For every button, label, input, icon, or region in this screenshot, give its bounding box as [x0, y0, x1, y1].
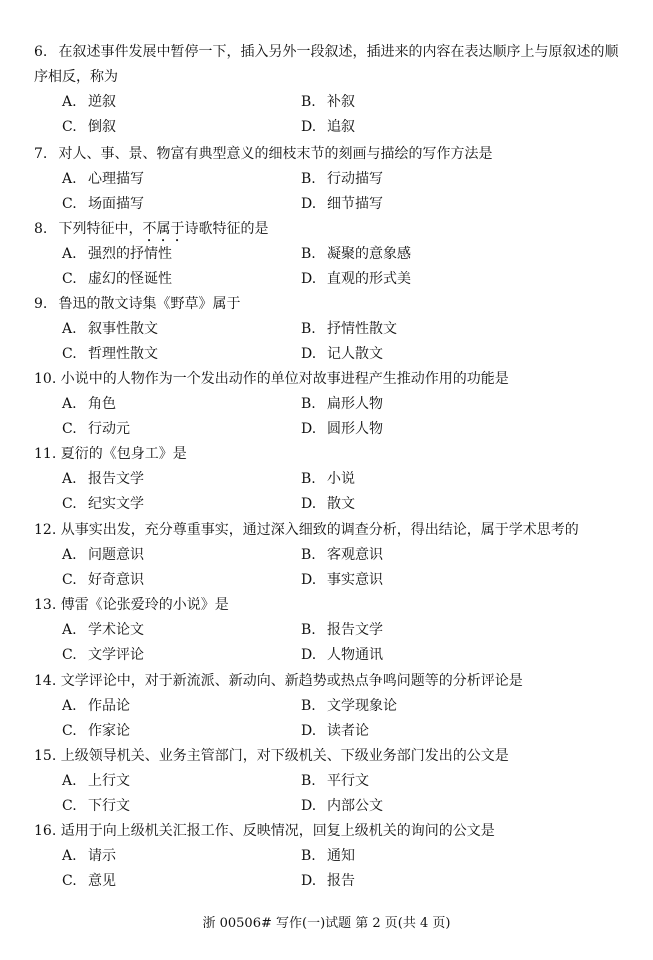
- option-key: D.: [301, 421, 317, 437]
- option-text: 文学评论: [88, 647, 144, 663]
- option-d: [301, 115, 355, 140]
- question-13: [34, 593, 626, 668]
- question-7: [34, 142, 626, 217]
- option-b: [301, 242, 411, 267]
- option-a: [62, 392, 116, 417]
- options: [34, 618, 626, 668]
- question-10: [34, 367, 626, 442]
- option-key: D.: [301, 119, 317, 135]
- question-stem: [34, 669, 626, 694]
- options: [34, 694, 626, 744]
- option-b: [301, 769, 369, 794]
- question-text: 适用于向上级机关汇报工作、反映情况，回复上级机关的询问的公文是: [60, 823, 495, 839]
- option-d: [301, 794, 383, 819]
- option-key: B.: [301, 698, 316, 714]
- question-8: [34, 217, 626, 292]
- option-text: 哲理性散文: [88, 346, 158, 362]
- option-key: D.: [301, 647, 317, 663]
- option-text: 人物通讯: [327, 647, 383, 663]
- question-9: [34, 292, 626, 367]
- option-key: C.: [62, 572, 77, 588]
- question-stem: [34, 142, 626, 167]
- option-text: 报告文学: [327, 622, 383, 638]
- option-text: 内部公文: [327, 798, 383, 814]
- option-text: 事实意识: [327, 572, 383, 588]
- option-c: [62, 719, 130, 744]
- question-stem: [34, 367, 626, 392]
- option-text: 文学现象论: [327, 698, 397, 714]
- question-12: [34, 518, 626, 593]
- question-stem: [34, 819, 626, 844]
- option-c: [62, 492, 144, 517]
- option-text: 客观意识: [327, 547, 383, 563]
- option-d: [301, 267, 411, 292]
- option-key: C.: [62, 496, 77, 512]
- option-key: D.: [301, 723, 317, 739]
- question-stem: [34, 217, 626, 242]
- option-text: 通知: [327, 848, 355, 864]
- option-text: 行动元: [88, 421, 130, 437]
- options: [34, 543, 626, 593]
- question-text: 文学评论中，对于新流派、新动向、新趋势或热点争鸣问题等的分析评论是: [60, 673, 523, 689]
- option-c: [62, 192, 144, 217]
- question-text: 从事实出发，充分尊重事实，通过深入细致的调查分析，得出结论，属于学术思考的: [60, 522, 579, 538]
- option-d: [301, 417, 383, 442]
- option-text: 请示: [88, 848, 116, 864]
- option-key: C.: [62, 421, 77, 437]
- option-text: 凝聚的意象感: [327, 246, 411, 262]
- option-key: B.: [301, 396, 316, 412]
- option-key: B.: [301, 773, 316, 789]
- question-text: 上级领导机关、业务主管部门，对下级机关、下级业务部门发出的公文是: [60, 748, 509, 764]
- option-key: C.: [62, 873, 77, 889]
- option-b: [301, 467, 355, 492]
- option-d: [301, 568, 383, 593]
- option-text: 读者论: [327, 723, 369, 739]
- option-d: [301, 869, 355, 894]
- option-key: A.: [62, 547, 77, 563]
- question-text: 傅雷《论张爱玲的小说》是: [60, 597, 229, 613]
- option-key: A.: [62, 622, 77, 638]
- option-text: 报告文学: [88, 471, 144, 487]
- question-number: 7.: [34, 146, 48, 162]
- option-a: [62, 618, 144, 643]
- option-key: D.: [301, 798, 317, 814]
- option-text: 小说: [327, 471, 355, 487]
- option-d: [301, 192, 383, 217]
- option-key: D.: [301, 873, 317, 889]
- option-key: C.: [62, 119, 77, 135]
- options: [34, 242, 626, 292]
- option-text: 补叙: [327, 94, 355, 110]
- question-6: [34, 40, 626, 140]
- option-text: 倒叙: [88, 119, 116, 135]
- option-key: A.: [62, 94, 77, 110]
- question-text-pre: 下列特征中，: [58, 221, 143, 237]
- option-key: A.: [62, 321, 77, 337]
- option-key: A.: [62, 246, 77, 262]
- option-b: [301, 167, 383, 192]
- question-number: 12.: [34, 522, 57, 538]
- options: [34, 392, 626, 442]
- option-text: 心理描写: [88, 171, 144, 187]
- option-text: 圆形人物: [327, 421, 383, 437]
- option-key: B.: [301, 321, 316, 337]
- question-stem: [34, 744, 626, 769]
- option-key: B.: [301, 622, 316, 638]
- option-b: [301, 844, 355, 869]
- option-key: C.: [62, 723, 77, 739]
- option-text: 直观的形式美: [327, 271, 411, 287]
- question-text: 小说中的人物作为一个发出动作的单位对故事进程产生推动作用的功能是: [60, 371, 509, 387]
- option-key: A.: [62, 171, 77, 187]
- option-a: [62, 694, 130, 719]
- option-a: [62, 90, 116, 115]
- options: [34, 317, 626, 367]
- option-key: A.: [62, 698, 77, 714]
- option-text: 报告: [327, 873, 355, 889]
- option-text: 散文: [327, 496, 355, 512]
- option-d: [301, 342, 383, 367]
- option-key: D.: [301, 346, 317, 362]
- option-key: A.: [62, 773, 77, 789]
- option-text: 记人散文: [327, 346, 383, 362]
- option-text: 问题意识: [88, 547, 144, 563]
- question-number: 16.: [34, 823, 57, 839]
- option-text: 作品论: [88, 698, 130, 714]
- option-key: B.: [301, 246, 316, 262]
- option-text: 纪实文学: [88, 496, 144, 512]
- option-key: D.: [301, 572, 317, 588]
- option-key: C.: [62, 647, 77, 663]
- option-b: [301, 694, 397, 719]
- question-number: 6.: [34, 44, 48, 60]
- option-a: [62, 242, 172, 267]
- option-key: D.: [301, 496, 317, 512]
- option-key: A.: [62, 396, 77, 412]
- option-key: C.: [62, 271, 77, 287]
- option-a: [62, 467, 144, 492]
- option-text: 平行文: [327, 773, 369, 789]
- option-text: 行动描写: [327, 171, 383, 187]
- option-text: 学术论文: [88, 622, 144, 638]
- option-b: [301, 392, 383, 417]
- option-a: [62, 844, 116, 869]
- option-text: 细节描写: [327, 196, 383, 212]
- option-text: 虚幻的怪诞性: [88, 271, 172, 287]
- option-key: B.: [301, 848, 316, 864]
- option-text: 下行文: [88, 798, 130, 814]
- option-b: [301, 90, 355, 115]
- emphasis-text: 不属于: [142, 221, 185, 237]
- options: [34, 467, 626, 517]
- option-b: [301, 618, 383, 643]
- question-stem: [34, 292, 626, 317]
- question-number: 15.: [34, 748, 57, 764]
- question-text-post: 诗歌特征的是: [184, 221, 269, 237]
- options: [34, 844, 626, 894]
- option-a: [62, 167, 144, 192]
- question-15: [34, 744, 626, 819]
- option-text: 叙事性散文: [88, 321, 158, 337]
- option-d: [301, 719, 369, 744]
- options: [34, 167, 626, 217]
- option-key: A.: [62, 471, 77, 487]
- question-number: 14.: [34, 673, 57, 689]
- option-d: [301, 643, 383, 668]
- option-a: [62, 317, 158, 342]
- question-stem: [34, 593, 626, 618]
- question-stem: [34, 518, 626, 543]
- option-key: B.: [301, 471, 316, 487]
- option-text: 角色: [88, 396, 116, 412]
- options: [34, 769, 626, 819]
- option-key: B.: [301, 94, 316, 110]
- option-c: [62, 643, 144, 668]
- options: [34, 90, 626, 140]
- question-14: [34, 669, 626, 744]
- option-c: [62, 342, 158, 367]
- option-text: 扁形人物: [327, 396, 383, 412]
- option-b: [301, 317, 397, 342]
- question-text: 鲁迅的散文诗集《野草》属于: [58, 296, 241, 312]
- option-c: [62, 869, 116, 894]
- option-key: C.: [62, 196, 77, 212]
- option-c: [62, 794, 130, 819]
- question-text: 对人、事、景、物富有典型意义的细枝末节的刻画与描绘的写作方法是: [58, 146, 493, 162]
- option-c: [62, 115, 116, 140]
- question-text: 夏衍的《包身工》是: [60, 446, 187, 462]
- option-text: 场面描写: [88, 196, 144, 212]
- option-text: 作家论: [88, 723, 130, 739]
- option-text: 上行文: [88, 773, 130, 789]
- option-key: B.: [301, 171, 316, 187]
- question-number: 8.: [34, 221, 48, 237]
- option-key: B.: [301, 547, 316, 563]
- question-stem: [34, 442, 626, 467]
- question-stem: [34, 40, 626, 90]
- page-footer: 浙 00506# 写作(一)试题 第 2 页(共 4 页): [202, 916, 451, 931]
- option-text: 逆叙: [88, 94, 116, 110]
- option-a: [62, 543, 144, 568]
- option-c: [62, 568, 144, 593]
- question-number: 10.: [34, 371, 57, 387]
- question-number: 13.: [34, 597, 57, 613]
- question-text: 在叙述事件发展中暂停一下，插入另外一段叙述，插进来的内容在表达顺序上与原叙述的顺序相反，称为: [34, 44, 619, 85]
- question-number: 11.: [34, 446, 57, 462]
- question-number: 9.: [34, 296, 48, 312]
- option-c: [62, 267, 172, 292]
- option-key: C.: [62, 346, 77, 362]
- option-text: 好奇意识: [88, 572, 144, 588]
- option-c: [62, 417, 130, 442]
- option-key: C.: [62, 798, 77, 814]
- option-key: D.: [301, 271, 317, 287]
- option-a: [62, 769, 130, 794]
- option-b: [301, 543, 383, 568]
- question-11: [34, 442, 626, 517]
- option-text: 意见: [88, 873, 116, 889]
- option-key: A.: [62, 848, 77, 864]
- option-key: D.: [301, 196, 317, 212]
- option-text: 抒情性散文: [327, 321, 397, 337]
- option-d: [301, 492, 355, 517]
- option-text: 追叙: [327, 119, 355, 135]
- option-text: 强烈的抒情性: [88, 246, 172, 262]
- question-16: [34, 819, 626, 894]
